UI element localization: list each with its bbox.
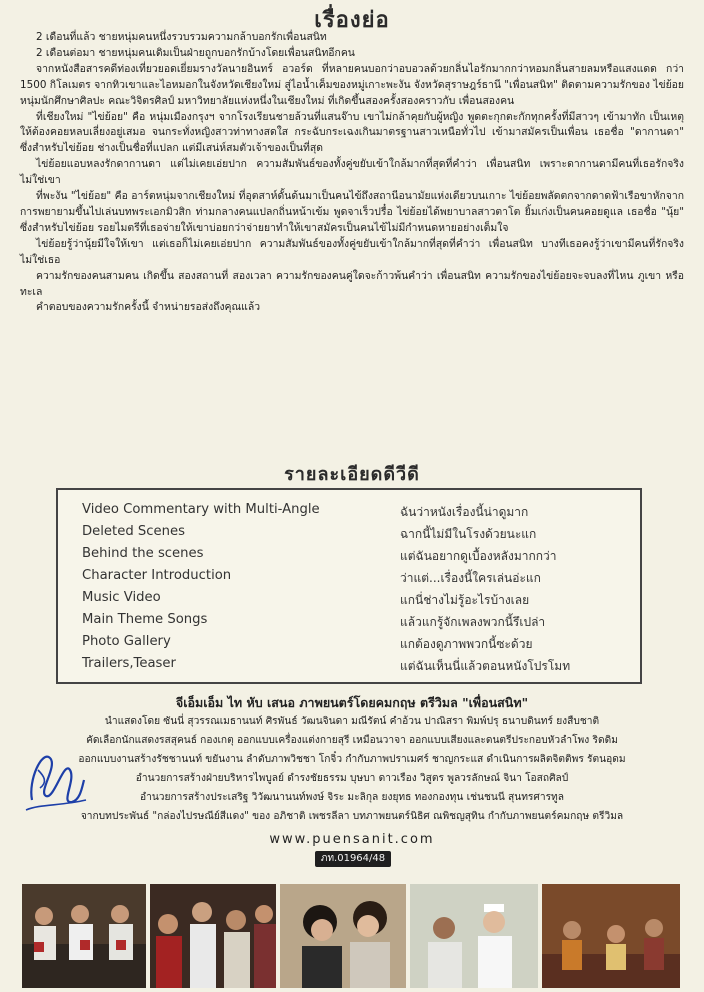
- synopsis-title: เรื่องย่อ: [314, 8, 390, 33]
- feature-caption: ฉันว่าหนังเรื่องนี้น่าดูมาก: [400, 505, 529, 519]
- synopsis-paragraph: จากหนังสือสารคดีท่องเที่ยวยอดเยี่ยมรางวัลนายอินทร์ อวอร์ด ที่หลายคนบอกว่าอบอวลด้วยกลิ่นไอรักมากกว่าหอมกลิ่นสายลมหรือแสงแดด กว่า 1500 กิโลเมตร จากทิวเขาและไอหมอกในจังหวัดเชียงใหม่ สู่ไอน้ำเค็มของหมู่เกาะพะงัน จังหวัดสุราษฎร์ธานี "เพื่อนสนิท" ติดตามความรักของ ไข่ย้อย หนุ่มนักศึกษาศิลปะ คณะวิจิตรศิลป์ มหาวิทยาลัยแห่งหนึ่งในเชียงใหม่ ที่เกิดขึ้นสองครั้งสองคราวกับ เพื่อนสองคน: [20, 62, 684, 107]
- feature-caption: แต่ฉันอยากดูเบื้องหลังมากกว่า: [400, 549, 557, 563]
- synopsis-paragraph: 2 เดือนต่อมา ชายหนุ่มคนเดิมเป็นฝ่ายถูกบอกรักบ้างโดยเพื่อนสนิทอีกคน: [36, 46, 355, 59]
- feature-caption: แต่ฉันเห็นนี่แล้วตอนหนังโปรโมท: [400, 659, 571, 673]
- feature-item: [82, 524, 622, 546]
- feature-item: [82, 656, 622, 678]
- credits-writer-director: จากบทประพันธ์ "กล่องไปรษณีย์สีแดง" ของ อภิชาติ เพชรลีลา บทภาพยนตร์นิธิศ ณพิชญสุทิน กำกับภาพยนตร์คมกฤษ ตรีวิมล: [80, 811, 624, 822]
- synopsis-body: [20, 30, 684, 316]
- feature-caption: แล้วแกรู้จักเพลงพวกนี้รึเปล่า: [400, 615, 546, 629]
- feature-name: Main Theme Songs: [82, 612, 208, 627]
- credits-cast: นำแสดงโดย ซันนี่ สุวรรณเมธานนท์ ศิรพันธ์ วัฒนจินดา มณีรัตน์ คำอ้วน ปาณิสรา พิมพ์ปรุ ธนาบดินทร์ ยงสืบชาติ: [104, 716, 600, 727]
- feature-item: [82, 612, 622, 634]
- feature-caption: แกต้องดูภาพพวกนี้ซะด้วย: [400, 637, 533, 651]
- feature-name: Character Introduction: [82, 568, 232, 583]
- synopsis-paragraph: คำตอบของความรักครั้งนี้ จำหน่ายรอส่งถึงคุณแล้ว: [36, 301, 261, 314]
- feature-name: Trailers,Teaser: [82, 656, 176, 671]
- feature-caption: แกนี่ช่างไม่รู้อะไรบ้างเลย: [400, 593, 530, 607]
- credits-crew: ออกแบบงานสร้างรัชชานนท์ ขยันงาน ลำดับภาพวิชชา โกจิ๋ว กำกับภาพปราเมศร์ ชาญกระแส ดำเนินการผลิตจิตติพร รัตนอุดม: [78, 754, 626, 765]
- synopsis-paragraph: ไข่ย้อยรู้ว่านุ้ยมีใจให้เขา แต่เธอก็ไม่เคยเอ่ยปาก ความสัมพันธ์ของทั้งคู่ขยับเข้าใกล้มากที่สุดที่คำว่า เพื่อนสนิท บางทีเธอคงรู้ว่าเขามีคนที่รักจริง ไม่ใช่เธอ: [20, 237, 684, 266]
- credits-crew: คัดเลือกนักแสดงรสสุคนธ์ กองเกตุ ออกแบบเครื่องแต่งกายสุรี เหมือนวาจา ออกแบบเสียงและดนตรีประกอบหัวลำโพง ริดดิม: [86, 735, 618, 746]
- synopsis-paragraph: ความรักของคนสามคน เกิดขึ้น สองสถานที่ สองเวลา ความรักของคนคู่ใดจะก้าวพ้นคำว่า เพื่อนสนิท ความรักของไข่ย้อยจะจบลงที่ไหน ภูเขา หรือ ทะเล: [20, 269, 684, 298]
- synopsis-paragraph: ที่เชียงใหม่ "ไข่ย้อย" คือ หนุ่มเมืองกรุงฯ จากโรงเรียนชายล้วนที่แสนจ๊าบ เขาไม่กล้าคุยกับผู้หญิง พูดตะกุกตะกักทุกครั้งที่มีสาวๆ เข้ามาทัก เป็นเหตุให้ต้องคอยหลบเลี่ยงอยู่เสมอ จนกระทั่งหญิงสาวท่าทางสดใส กระฉับกระเฉงเกินมาตรฐานสาวเหนือทั่วไป เข้ามาสมัครเป็นเพื่อน เธอชื่อ "ดากานดา" ซึ่งสำหรับไข่ย้อย ช่างเป็นชื่อที่แปลก แต่มีเสน่ห์สมตัวเจ้าของเป็นที่สุด: [20, 110, 684, 155]
- feature-name: Photo Gallery: [82, 634, 171, 649]
- feature-item: [82, 546, 622, 568]
- photo-strip: [22, 884, 680, 988]
- photo-nurse: [410, 884, 538, 988]
- credits-executive-producers: อำนวยการสร้างฝ่ายบริหารไพบูลย์ ดำรงชัยธรรม บุษบา ดาวเรือง วิสูตร พูลวรลักษณ์ จินา โอสถศิลป์: [135, 773, 569, 784]
- feature-item: [82, 568, 622, 590]
- synopsis-paragraph: ที่พะงัน "ไข่ย้อย" คือ อาร์ตหนุ่มจากเชียงใหม่ ที่อุตสาห์ดั้นด้นมาเป็นคนไข้ถึงสถานีอนามัยแห่งเดียวบนเกาะ ไข่ย้อยพลัดตกจากดาดฟ้าเรือขาหักจากการพยายามขึ้นไปเล่นบทพระเอกมิวสิก ท่ามกลางคนแปลกถิ่นหน้าเข้ม พูดจาเร็วปรื๋อ ไข่ย้อยได้พยาบาลสาวตาโต ยิ้มเก่งเป็นคนคอยดูแล เธอชื่อ "นุ้ย" ซึ่งสำหรับไข่ย้อย รอยไมตรีที่เธอจ่ายให้เขาบ่อยกว่าจ่ายยาทำให้เขาสมัครเป็นคนไข้ไม่มีกำหนดหายอย่างเต็มใจ: [20, 190, 684, 234]
- feature-name: Deleted Scenes: [82, 524, 185, 539]
- synopsis-paragraph: 2 เดือนที่แล้ว ชายหนุ่มคนหนึ่งรวบรวมความกล้าบอกรักเพื่อนสนิท: [36, 31, 327, 43]
- feature-item: [82, 590, 622, 612]
- feature-name: Music Video: [82, 590, 161, 605]
- photo-couple: [280, 884, 406, 988]
- feature-item: [82, 502, 622, 524]
- credits-producers: อำนวยการสร้างประเสริฐ วิวัฒนานนท์พงษ์ จิระ มะลิกุล ยงยุทธ ทองกองทุน เช่นชนนี สุนทรศารทูล: [139, 792, 565, 803]
- feature-item: [82, 634, 622, 656]
- photo-temple: [542, 884, 680, 988]
- credits-presents: จีเอ็มเอ็ม ไท หับ เสนอ ภาพยนตร์โดยคมกฤษ ตรีวิมล "เพื่อนสนิท": [175, 695, 529, 710]
- rating-badge: ภท.01964/48: [315, 851, 391, 867]
- feature-caption: ฉากนี้ไม่มีในโรงด้วยนะแก: [400, 527, 537, 541]
- features-title: รายละเอียดดีวีดี: [284, 464, 420, 485]
- synopsis-paragraph: ไข่ย้อยแอบหลงรักดากานดา แต่ไม่เคยเอ่ยปาก ความสัมพันธ์ของทั้งคู่ขยับเข้าใกล้มากที่สุดที่คำว่า เพื่อนสนิท เพราะดากานดามีคนที่เธอรักจริง ไม่ใช่เขา: [20, 158, 684, 187]
- feature-name: Video Commentary with Multi-Angle: [82, 502, 320, 517]
- features-box: [56, 488, 642, 684]
- feature-caption: ว่าแต่...เรื่องนี้ใครเล่นอ่ะแก: [400, 571, 541, 585]
- photo-classroom: [22, 884, 146, 988]
- feature-name: Behind the scenes: [82, 546, 204, 561]
- credits-block: [30, 693, 674, 826]
- photo-students: [150, 884, 276, 988]
- website-link[interactable]: www.puensanit.com: [269, 832, 435, 847]
